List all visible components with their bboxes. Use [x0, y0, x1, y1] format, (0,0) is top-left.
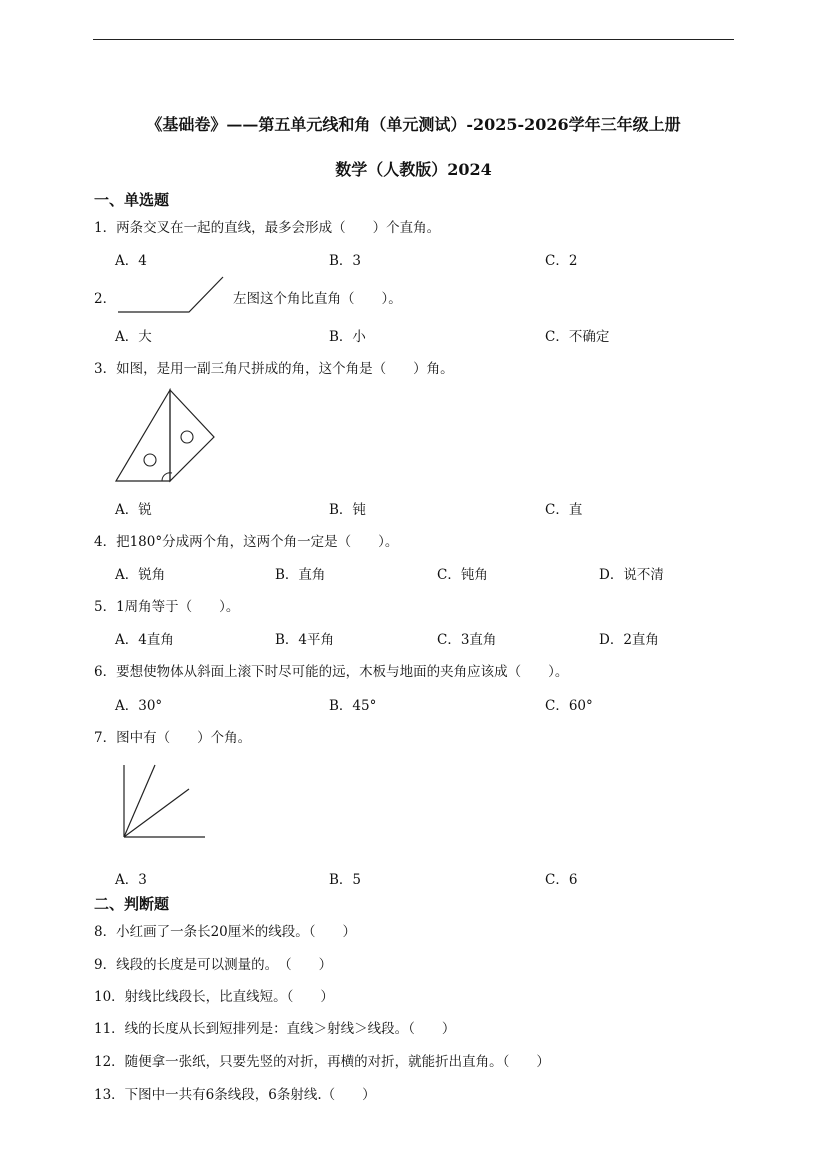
q2-option-c: C．不确定	[545, 329, 610, 345]
q3-option-c: C．直	[545, 502, 583, 518]
q2-option-a: A．大	[115, 329, 152, 345]
question-1: 1．两条交叉在一起的直线，最多会形成（ ）个直角。	[94, 220, 441, 236]
q4-option-a: A．锐角	[115, 567, 166, 583]
question-3: 3．如图，是用一副三角尺拼成的角，这个角是（ ）角。	[94, 361, 454, 377]
q4-option-d: D．说不清	[599, 567, 664, 583]
q4-option-c: C．钝角	[437, 567, 488, 583]
q3-option-a: A．锐	[115, 502, 152, 518]
q3-option-b: B．钝	[329, 502, 366, 518]
question-11: 11．线的长度从长到短排列是：直线＞射线＞线段。（ ）	[94, 1021, 456, 1037]
question-8: 8．小红画了一条长20厘米的线段。（ ）	[94, 924, 357, 940]
q2-angle-figure	[115, 275, 227, 315]
q7-rays-figure	[118, 762, 208, 840]
question-2-number: 2．	[94, 291, 117, 307]
q5-option-b: B．4平角	[275, 632, 335, 648]
q5-option-a: A．4直角	[115, 632, 174, 648]
q3-set-squares-figure	[114, 387, 218, 485]
section-heading-true-false: 二、判断题	[94, 895, 170, 913]
question-9: 9．线段的长度是可以测量的。 （ ）	[94, 957, 333, 973]
q6-option-a: A．30°	[115, 698, 163, 714]
q6-option-c: C．60°	[545, 698, 593, 714]
q7-option-c: C．6	[545, 872, 578, 888]
q7-option-b: B．5	[329, 872, 362, 888]
q5-option-c: C．3直角	[437, 632, 497, 648]
question-7: 7．图中有（ ）个角。	[94, 730, 252, 746]
q1-option-a: A．4	[115, 253, 147, 269]
q4-option-b: B．直角	[275, 567, 326, 583]
question-4: 4．把180°分成两个角，这两个角一定是（ ）。	[94, 534, 399, 550]
q1-option-c: C．2	[545, 253, 578, 269]
question-2: 左图这个角比直角（ ）。	[233, 291, 402, 307]
question-12: 12．随便拿一张纸，只要先竖的对折，再横的对折，就能折出直角。（ ）	[94, 1054, 550, 1070]
title-line-2: 数学（人教版）2024	[335, 160, 492, 179]
title-line-1: 《基础卷》——第五单元线和角（单元测试）-2025-2026学年三年级上册	[146, 115, 681, 134]
q6-option-b: B．45°	[329, 698, 377, 714]
q7-option-a: A．3	[115, 872, 147, 888]
q1-option-b: B．3	[329, 253, 362, 269]
header-rule	[93, 39, 734, 40]
q2-option-b: B．小	[329, 329, 366, 345]
question-6: 6．要想使物体从斜面上滚下时尽可能的远，木板与地面的夹角应该成（ ）。	[94, 664, 569, 680]
question-5: 5．1周角等于（ ）。	[94, 599, 240, 615]
section-heading-single-choice: 一、单选题	[94, 191, 170, 209]
q5-option-d: D．2直角	[599, 632, 659, 648]
question-10: 10．射线比线段长，比直线短。（ ）	[94, 989, 334, 1005]
question-13: 13．下图中一共有6条线段，6条射线.（ ）	[94, 1087, 376, 1103]
